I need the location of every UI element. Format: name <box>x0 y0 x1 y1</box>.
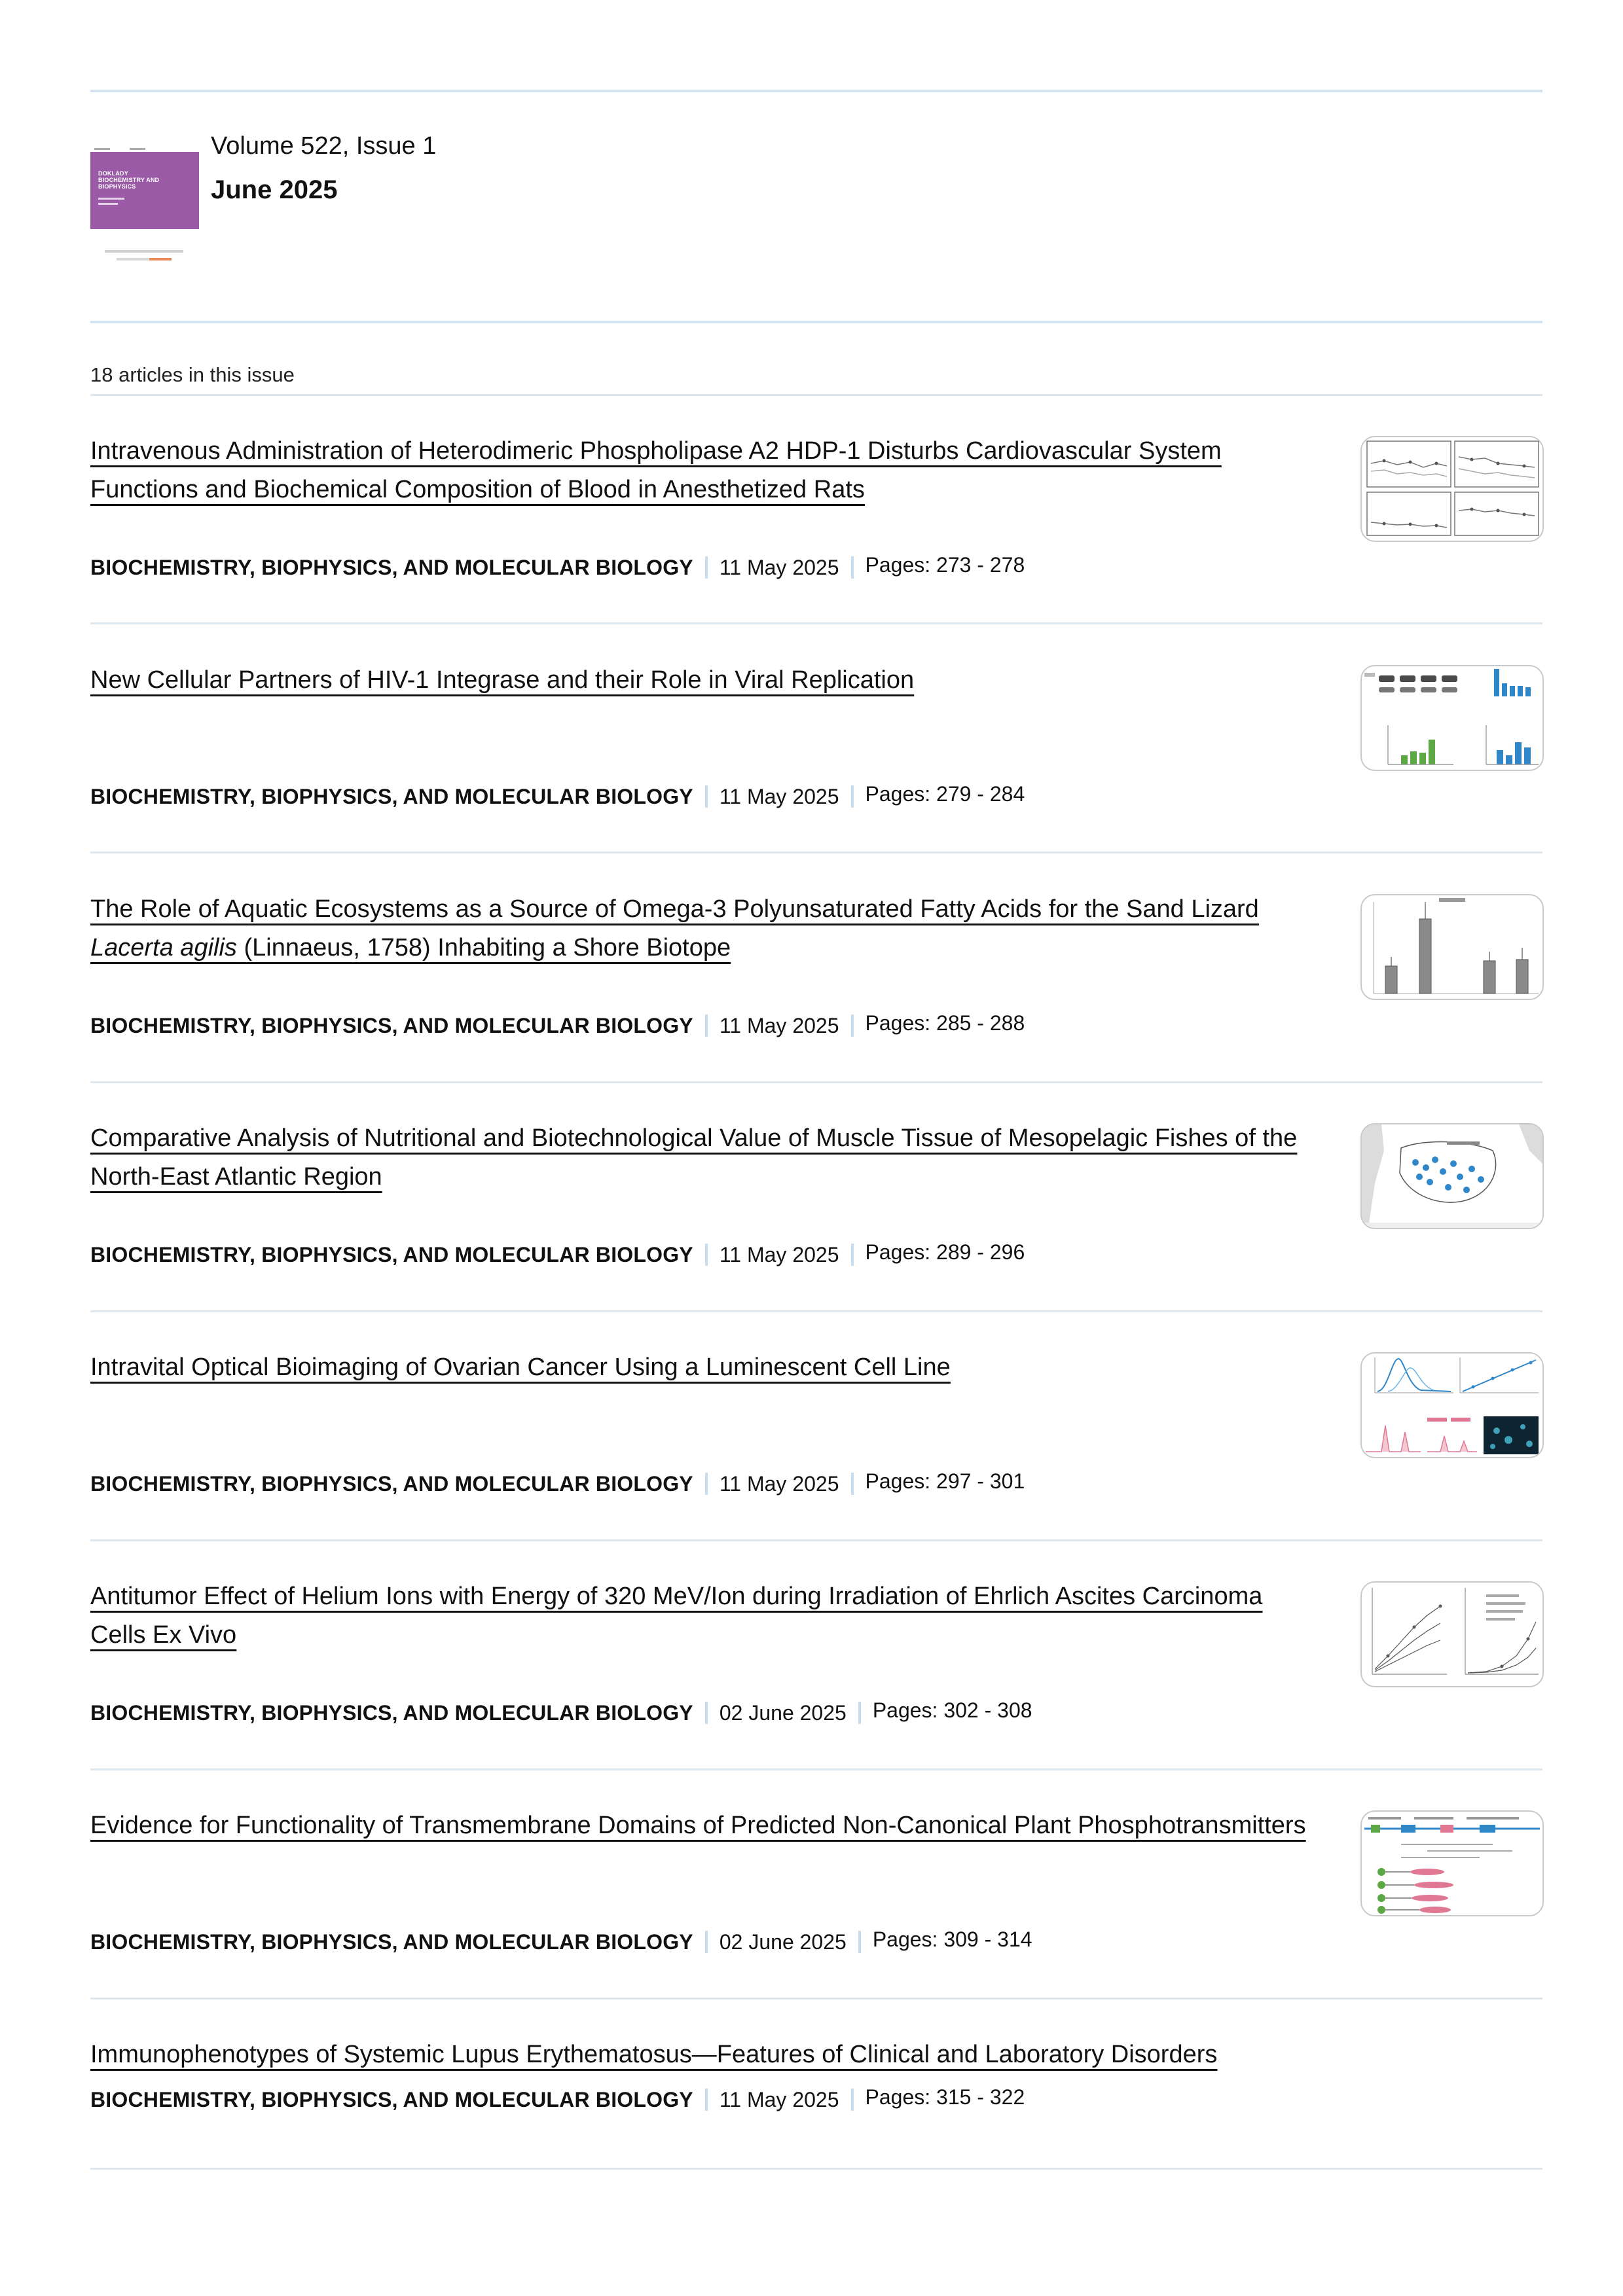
title-text[interactable]: The Role of Aquatic Ecosystems as a Source of Omega-3 Polyunsaturated Fatty Acids for the Sand Lizard <box>90 895 1259 923</box>
article-journal: BIOCHEMISTRY, BIOPHYSICS, AND MOLECULAR BIOLOGY <box>90 1243 693 1266</box>
article-title[interactable] <box>90 666 914 694</box>
meta-separator <box>705 1931 708 1953</box>
article-thumbnail[interactable] <box>1360 1810 1544 1916</box>
article-thumbnail[interactable] <box>1360 1581 1544 1687</box>
article-journal: BIOCHEMISTRY, BIOPHYSICS, AND MOLECULAR BIOLOGY <box>90 2088 693 2111</box>
article-divider <box>90 852 1542 853</box>
western-blot-bars-thumbnail <box>1362 666 1542 770</box>
article-date: 11 May 2025 <box>719 785 839 808</box>
cover-band <box>90 152 199 229</box>
meta-separator <box>705 785 708 808</box>
publisher-logo <box>105 250 183 253</box>
meta-separator <box>705 1702 708 1724</box>
title-italic-text[interactable]: Lacerta agilis <box>90 934 237 961</box>
meta-separator <box>705 1244 708 1266</box>
article-title-link[interactable] <box>90 890 1308 967</box>
article-meta <box>90 1700 1032 1726</box>
article-date: 02 June 2025 <box>719 1701 847 1725</box>
article-date: 11 May 2025 <box>719 556 839 579</box>
article-title-link[interactable] <box>90 1577 1308 1655</box>
title-text[interactable]: Evidence for Functionality of Transmembrane Domains of Predicted Non-Canonical Plant Phosphotransmitters <box>90 1812 1306 1839</box>
article-title[interactable] <box>90 1812 1306 1839</box>
journal-cover-image[interactable] <box>90 137 199 268</box>
article-pages: Pages: 273 - 278 <box>865 553 1025 577</box>
meta-separator <box>858 1931 861 1953</box>
meta-separator <box>851 1014 854 1037</box>
article-title[interactable] <box>90 1583 1262 1649</box>
article-title-link[interactable] <box>90 1806 1308 1845</box>
article-divider <box>90 1310 1542 1312</box>
title-text[interactable]: Intravital Optical Bioimaging of Ovarian Cancer Using a Luminescent Cell Line <box>90 1354 951 1381</box>
spectra-imaging-thumbnail <box>1362 1354 1542 1457</box>
article-pages: Pages: 302 - 308 <box>872 1698 1032 1722</box>
article-journal: BIOCHEMISTRY, BIOPHYSICS, AND MOLECULAR BIOLOGY <box>90 785 693 808</box>
article-meta <box>90 783 1025 810</box>
meta-separator <box>851 556 854 579</box>
article-divider <box>90 622 1542 624</box>
article-title-link[interactable] <box>90 1348 1308 1387</box>
publisher-logo-secondary <box>117 258 172 260</box>
article-date: 11 May 2025 <box>719 1014 839 1037</box>
article-journal: BIOCHEMISTRY, BIOPHYSICS, AND MOLECULAR BIOLOGY <box>90 1014 693 1037</box>
article-thumbnail[interactable] <box>1360 1123 1544 1229</box>
title-text[interactable]: Intravenous Administration of Heterodimeric Phospholipase A2 HDP-1 Disturbs Cardiovascular System Functions and Biochemical Composition of Blood in Anesthetized Rats <box>90 437 1222 503</box>
title-text[interactable]: Immunophenotypes of Systemic Lupus Erythematosus—Features of Clinical and Laboratory Disorders <box>90 2041 1218 2068</box>
article-meta <box>90 1013 1025 1039</box>
line-plots-thumbnail <box>1362 437 1542 541</box>
title-text[interactable]: (Linnaeus, 1758) Inhabiting a Shore Biotope <box>236 934 731 961</box>
article-thumbnail[interactable] <box>1360 1352 1544 1458</box>
header-divider <box>90 321 1542 323</box>
domain-diagram-thumbnail <box>1362 1812 1542 1915</box>
article-thumbnail[interactable] <box>1360 436 1544 542</box>
title-text[interactable]: Antitumor Effect of Helium Ions with Energy of 320 MeV/Ion during Irradiation of Ehrlich Ascites Carcinoma Cells Ex Vivo <box>90 1583 1263 1649</box>
meta-separator <box>851 2089 854 2111</box>
article-pages: Pages: 279 - 284 <box>865 782 1025 806</box>
meta-separator <box>851 1244 854 1266</box>
article-pages: Pages: 289 - 296 <box>865 1240 1025 1264</box>
top-divider <box>90 90 1542 92</box>
article-title[interactable] <box>90 1124 1297 1191</box>
article-meta <box>90 2087 1025 2113</box>
article-title-link[interactable] <box>90 661 1308 700</box>
meta-separator <box>705 556 708 579</box>
meta-separator <box>705 1014 708 1037</box>
article-divider <box>90 1998 1542 2000</box>
article-divider <box>90 1768 1542 1770</box>
article-divider <box>90 1081 1542 1083</box>
article-count: 18 articles in this issue <box>90 363 295 386</box>
article-journal: BIOCHEMISTRY, BIOPHYSICS, AND MOLECULAR BIOLOGY <box>90 556 693 579</box>
cover-title: DOKLADY BIOCHEMISTRY AND BIOPHYSICS <box>98 170 160 190</box>
article-divider <box>90 1539 1542 1541</box>
article-title[interactable] <box>90 437 1222 503</box>
article-title-link[interactable] <box>90 1119 1308 1196</box>
article-thumbnail[interactable] <box>1360 665 1544 771</box>
title-text[interactable]: New Cellular Partners of HIV-1 Integrase and their Role in Viral Replication <box>90 666 915 694</box>
growth-curves-thumbnail <box>1362 1583 1542 1686</box>
meta-separator <box>851 785 854 808</box>
article-title-link[interactable] <box>90 2036 1308 2074</box>
article-title[interactable] <box>90 1354 951 1381</box>
article-date: 02 June 2025 <box>719 1930 847 1954</box>
article-date: 11 May 2025 <box>719 1243 839 1266</box>
meta-separator <box>705 2089 708 2111</box>
article-pages: Pages: 309 - 314 <box>872 1928 1032 1951</box>
article-thumbnail[interactable] <box>1360 894 1544 1000</box>
article-title[interactable] <box>90 2041 1217 2068</box>
issue-date: June 2025 <box>211 175 338 204</box>
article-divider <box>90 2168 1542 2170</box>
article-pages: Pages: 285 - 288 <box>865 1011 1025 1035</box>
count-divider <box>90 394 1542 396</box>
title-text[interactable]: Comparative Analysis of Nutritional and Biotechnological Value of Muscle Tissue of Mesopelagic Fishes of the North-East Atlantic Region <box>90 1124 1298 1191</box>
article-journal: BIOCHEMISTRY, BIOPHYSICS, AND MOLECULAR BIOLOGY <box>90 1472 693 1496</box>
meta-separator <box>858 1702 861 1724</box>
gray-bar-chart-thumbnail <box>1362 895 1542 999</box>
sampling-map-thumbnail <box>1362 1124 1542 1228</box>
article-date: 11 May 2025 <box>719 1472 839 1496</box>
article-pages: Pages: 315 - 322 <box>865 2085 1025 2109</box>
article-pages: Pages: 297 - 301 <box>865 1469 1025 1493</box>
article-journal: BIOCHEMISTRY, BIOPHYSICS, AND MOLECULAR BIOLOGY <box>90 1701 693 1725</box>
meta-separator <box>851 1473 854 1495</box>
issue-volume: Volume 522, Issue 1 <box>211 132 437 160</box>
article-journal: BIOCHEMISTRY, BIOPHYSICS, AND MOLECULAR BIOLOGY <box>90 1930 693 1954</box>
article-meta <box>90 1471 1025 1497</box>
article-meta <box>90 554 1025 581</box>
article-title[interactable] <box>90 895 1259 961</box>
article-date: 11 May 2025 <box>719 2088 839 2111</box>
article-meta <box>90 1242 1025 1268</box>
article-meta <box>90 1929 1032 1955</box>
article-title-link[interactable] <box>90 432 1308 509</box>
meta-separator <box>705 1473 708 1495</box>
